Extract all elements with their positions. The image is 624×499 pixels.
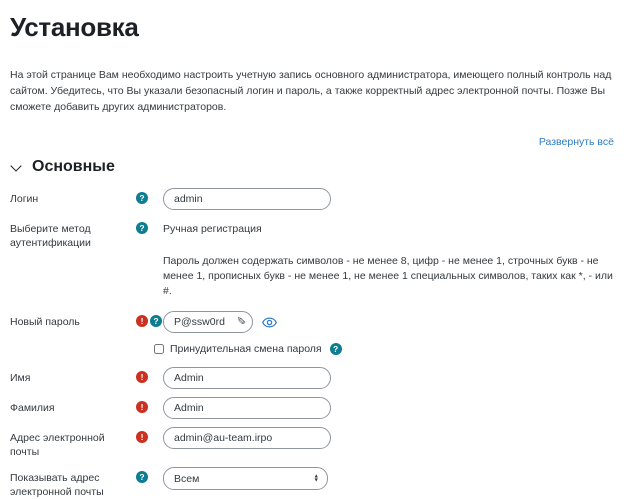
email-input[interactable]: [163, 427, 331, 449]
email-label: Адрес электронной почты: [10, 432, 105, 458]
exclamation-circle-icon: !: [136, 315, 148, 327]
email-display-row: [10, 467, 614, 499]
exclamation-circle-icon: !: [136, 401, 148, 413]
login-label: Логин: [10, 193, 39, 205]
expand-all-link[interactable]: Развернуть всё: [538, 136, 614, 148]
exclamation-circle-icon: !: [136, 371, 148, 383]
password-policy-text: Пароль должен содержать символов - не менее 8, цифр - не менее 1, строчных букв - не менее 1, прописных букв - не менее 1, не менее 1 специальных символов, таких как *, - или #.: [163, 255, 613, 297]
force-change-row: [154, 343, 614, 355]
lastname-input[interactable]: [163, 397, 331, 419]
question-circle-icon[interactable]: ?: [150, 315, 162, 327]
section-title: Основные: [32, 158, 115, 175]
question-circle-icon[interactable]: ?: [136, 471, 148, 483]
auth-method-row: [10, 218, 614, 250]
email-display-label: Показывать адрес электронной почты: [10, 472, 104, 498]
chevron-down-icon: [10, 160, 21, 171]
expand-all-row: [10, 136, 614, 148]
email-row: [10, 427, 614, 459]
auth-method-value: Ручная регистрация: [163, 223, 262, 235]
eye-icon[interactable]: [262, 317, 277, 328]
firstname-row: [10, 367, 614, 389]
login-row: [10, 188, 614, 210]
pencil-icon: ✎: [233, 315, 246, 326]
auth-method-label: Выберите метод аутентификации: [10, 223, 91, 249]
question-circle-icon[interactable]: ?: [136, 222, 148, 234]
lastname-row: [10, 397, 614, 419]
question-circle-icon[interactable]: ?: [330, 343, 342, 355]
new-password-row: [10, 311, 614, 333]
lastname-label: Фамилия: [10, 402, 55, 414]
intro-text: На этой странице Вам необходимо настроить учетную запись основного администратора, имеющего полный контроль над сайтом. Убедитесь, что Вы указали безопасный логин и пароль, а также корректный адрес электронной почты. Позже Вы сможете добавить других администраторов.: [10, 69, 612, 113]
login-input[interactable]: [163, 188, 331, 210]
admin-account-form: [10, 188, 614, 499]
new-password-label: Новый пароль: [10, 316, 80, 328]
page-title: Установка: [10, 12, 139, 42]
email-display-select[interactable]: [163, 467, 328, 490]
force-change-checkbox[interactable]: [154, 344, 164, 354]
question-circle-icon[interactable]: ?: [136, 192, 148, 204]
up-down-arrows-icon: ▲ ▼: [313, 473, 319, 484]
section-header-general[interactable]: [10, 158, 614, 176]
firstname-label: Имя: [10, 372, 31, 384]
force-change-label: Принудительная смена пароля: [170, 343, 322, 355]
firstname-input[interactable]: [163, 367, 331, 389]
exclamation-circle-icon: !: [136, 431, 148, 443]
